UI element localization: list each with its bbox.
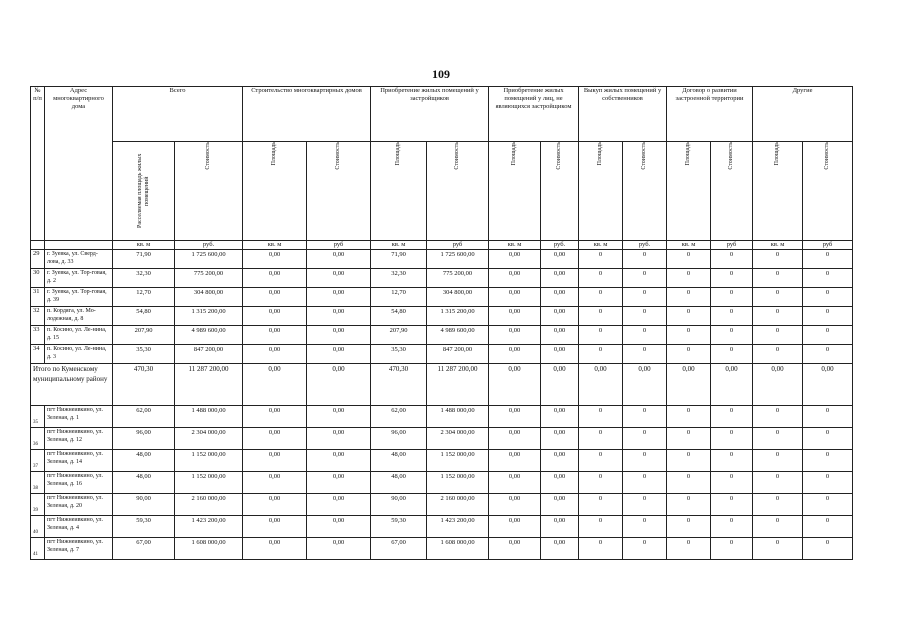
value-cell: 0 (753, 428, 803, 450)
value-cell: 12,70 (113, 288, 175, 307)
value-cell: 0 (667, 428, 711, 450)
value-cell: 1 152 000,00 (175, 450, 243, 472)
subcol-header: Площадь (579, 142, 623, 241)
row-number: 34 (31, 345, 45, 364)
value-cell: 304 800,00 (175, 288, 243, 307)
value-cell: 0,00 (243, 538, 307, 560)
value-cell: 1 152 000,00 (427, 472, 489, 494)
value-cell: 0,00 (307, 269, 371, 288)
housing-table (30, 86, 853, 560)
total-value-cell: 470,30 (113, 364, 175, 406)
value-cell: 0,00 (541, 406, 579, 428)
value-cell: 0,00 (243, 494, 307, 516)
header-group-purchase-others: Приобретение жилых помещений у лиц, не являющихся застройщиком (489, 87, 579, 142)
row-number: 32 (31, 307, 45, 326)
header-address: Адрес многоквартирного дома (45, 87, 113, 241)
value-cell: 0 (623, 538, 667, 560)
table-row (31, 428, 853, 450)
row-address: п. Косино, ул. Ле-нина, д. 15 (45, 326, 113, 345)
value-cell: 0 (667, 307, 711, 326)
value-cell: 59,30 (113, 516, 175, 538)
value-cell: 0 (579, 538, 623, 560)
value-cell: 0 (753, 345, 803, 364)
value-cell: 0 (667, 406, 711, 428)
value-cell: 0 (579, 472, 623, 494)
value-cell: 0 (753, 288, 803, 307)
header-group-development-contract: Договор о развитии застроенной территории (667, 87, 753, 142)
row-address: пгт Нижнеивкино, ул. Зеленая, д. 1 (45, 406, 113, 428)
header-group-purchase-developers: Приобретение жилых помещений у застройщиков (371, 87, 489, 142)
units-cell-empty (31, 241, 45, 250)
value-cell: 0 (667, 326, 711, 345)
value-cell: 0 (579, 269, 623, 288)
row-number: 37 (31, 450, 45, 472)
value-cell: 0 (711, 269, 753, 288)
row-number: 33 (31, 326, 45, 345)
row-number: 29 (31, 250, 45, 269)
row-address: пгт Нижнеивкино, ул. Зеленая, д. 16 (45, 472, 113, 494)
value-cell: 32,30 (113, 269, 175, 288)
value-cell: 0,00 (243, 450, 307, 472)
value-cell: 0,00 (489, 345, 541, 364)
value-cell: 0 (579, 250, 623, 269)
row-address: п. Косино, ул. Ле-нина, д. 3 (45, 345, 113, 364)
subcol-header: Стоимость (427, 142, 489, 241)
row-number: 38 (31, 472, 45, 494)
value-cell: 0,00 (489, 269, 541, 288)
value-cell: 0 (803, 472, 853, 494)
value-cell: 0,00 (243, 345, 307, 364)
value-cell: 0 (579, 450, 623, 472)
total-value-cell: 0,00 (541, 364, 579, 406)
value-cell: 0,00 (541, 494, 579, 516)
value-cell: 35,30 (113, 345, 175, 364)
row-address: г. Зуевка, ул. Тор-говая, д. 39 (45, 288, 113, 307)
value-cell: 0,00 (489, 428, 541, 450)
value-cell: 0 (579, 406, 623, 428)
unit-cell: руб. (175, 241, 243, 250)
value-cell: 0,00 (489, 326, 541, 345)
value-cell: 1 423 200,00 (175, 516, 243, 538)
value-cell: 0,00 (243, 472, 307, 494)
value-cell: 0,00 (489, 250, 541, 269)
value-cell: 0 (803, 516, 853, 538)
value-cell: 0 (579, 326, 623, 345)
value-cell: 90,00 (113, 494, 175, 516)
unit-cell: руб (803, 241, 853, 250)
header-group-other: Другие (753, 87, 853, 142)
subcol-header: Стоимость (307, 142, 371, 241)
total-value-cell: 0,00 (579, 364, 623, 406)
value-cell: 207,90 (113, 326, 175, 345)
value-cell: 0,00 (541, 269, 579, 288)
value-cell: 2 160 000,00 (427, 494, 489, 516)
value-cell: 1 152 000,00 (427, 450, 489, 472)
subcol-header: Площадь (489, 142, 541, 241)
value-cell: 0 (711, 307, 753, 326)
value-cell: 0 (711, 472, 753, 494)
unit-cell: кв. м (579, 241, 623, 250)
value-cell: 0,00 (489, 516, 541, 538)
value-cell: 0 (623, 516, 667, 538)
row-address: пгт Нижнеивкино, ул. Зеленая, д. 14 (45, 450, 113, 472)
value-cell: 0,00 (541, 450, 579, 472)
value-cell: 0 (711, 406, 753, 428)
total-value-cell: 0,00 (711, 364, 753, 406)
table-row (31, 472, 853, 494)
value-cell: 0,00 (541, 288, 579, 307)
value-cell: 775 200,00 (427, 269, 489, 288)
value-cell: 0,00 (307, 472, 371, 494)
table-row (31, 345, 853, 364)
row-number: 36 (31, 428, 45, 450)
units-row (31, 241, 853, 250)
value-cell: 0,00 (489, 538, 541, 560)
header-group-buyout: Выкуп жилых помещений у собственников (579, 87, 667, 142)
value-cell: 0 (803, 450, 853, 472)
subcol-header: Стоимость (803, 142, 853, 241)
value-cell: 0 (623, 450, 667, 472)
value-cell: 0 (711, 428, 753, 450)
table-row (31, 538, 853, 560)
table-row (31, 250, 853, 269)
value-cell: 0,00 (243, 269, 307, 288)
value-cell: 0,00 (541, 428, 579, 450)
value-cell: 0,00 (307, 250, 371, 269)
total-value-cell: 0,00 (803, 364, 853, 406)
value-cell: 0 (623, 345, 667, 364)
value-cell: 0,00 (307, 428, 371, 450)
value-cell: 62,00 (113, 406, 175, 428)
value-cell: 0 (579, 307, 623, 326)
value-cell: 0,00 (541, 307, 579, 326)
value-cell: 0 (667, 288, 711, 307)
value-cell: 847 200,00 (427, 345, 489, 364)
value-cell: 71,90 (113, 250, 175, 269)
table-row (31, 288, 853, 307)
total-row (31, 364, 853, 406)
value-cell: 207,90 (371, 326, 427, 345)
value-cell: 0,00 (541, 326, 579, 345)
value-cell: 1 488 000,00 (175, 406, 243, 428)
value-cell: 0 (753, 516, 803, 538)
value-cell: 0,00 (541, 345, 579, 364)
table-row (31, 307, 853, 326)
value-cell: 0,00 (243, 326, 307, 345)
page-number: 109 (432, 67, 450, 81)
value-cell: 0 (579, 516, 623, 538)
value-cell: 304 800,00 (427, 288, 489, 307)
value-cell: 0,00 (243, 516, 307, 538)
value-cell: 0,00 (307, 326, 371, 345)
value-cell: 0 (667, 516, 711, 538)
value-cell: 0,00 (307, 538, 371, 560)
value-cell: 0,00 (307, 494, 371, 516)
subcol-header: Площадь (371, 142, 427, 241)
value-cell: 775 200,00 (175, 269, 243, 288)
total-value-cell: 0,00 (753, 364, 803, 406)
value-cell: 0 (623, 307, 667, 326)
unit-cell: кв. м (243, 241, 307, 250)
value-cell: 1 608 000,00 (175, 538, 243, 560)
value-cell: 0,00 (541, 538, 579, 560)
value-cell: 0 (667, 472, 711, 494)
value-cell: 847 200,00 (175, 345, 243, 364)
value-cell: 0 (753, 326, 803, 345)
header-no: № п/п (31, 87, 45, 241)
row-number: 35 (31, 406, 45, 428)
value-cell: 0 (579, 345, 623, 364)
value-cell: 48,00 (371, 450, 427, 472)
row-address: пгт Нижнеивкино, ул. Зеленая, д. 20 (45, 494, 113, 516)
value-cell: 0 (623, 428, 667, 450)
value-cell: 90,00 (371, 494, 427, 516)
value-cell: 96,00 (113, 428, 175, 450)
value-cell: 32,30 (371, 269, 427, 288)
value-cell: 54,80 (371, 307, 427, 326)
unit-cell: руб. (623, 241, 667, 250)
total-value-cell: 0,00 (307, 364, 371, 406)
value-cell: 0 (711, 538, 753, 560)
header-group-construction: Строительство многоквартирных домов (243, 87, 371, 142)
value-cell: 0,00 (307, 345, 371, 364)
value-cell: 59,30 (371, 516, 427, 538)
header-group-row (31, 87, 853, 142)
subcol-header: Стоимость (541, 142, 579, 241)
value-cell: 0 (753, 450, 803, 472)
value-cell: 4 989 600,00 (175, 326, 243, 345)
value-cell: 0 (803, 307, 853, 326)
value-cell: 0,00 (489, 450, 541, 472)
value-cell: 0,00 (489, 494, 541, 516)
subcol-header: Площадь (667, 142, 711, 241)
row-number: 31 (31, 288, 45, 307)
value-cell: 1 608 000,00 (427, 538, 489, 560)
value-cell: 0,00 (243, 406, 307, 428)
table-row (31, 406, 853, 428)
value-cell: 0 (803, 326, 853, 345)
value-cell: 0 (753, 472, 803, 494)
value-cell: 67,00 (371, 538, 427, 560)
value-cell: 0 (623, 269, 667, 288)
value-cell: 1 725 600,00 (175, 250, 243, 269)
value-cell: 0 (579, 288, 623, 307)
row-number: 40 (31, 516, 45, 538)
value-cell: 0 (803, 345, 853, 364)
header-subcolumn-row (31, 142, 853, 241)
table-row (31, 516, 853, 538)
value-cell: 0 (711, 326, 753, 345)
table-row (31, 326, 853, 345)
value-cell: 0,00 (307, 307, 371, 326)
value-cell: 0 (667, 345, 711, 364)
value-cell: 0,00 (541, 516, 579, 538)
value-cell: 0 (753, 406, 803, 428)
total-value-cell: 11 287 200,00 (427, 364, 489, 406)
value-cell: 1 315 200,00 (175, 307, 243, 326)
row-address: г. Зуевка, ул. Сверд-лова, д. 33 (45, 250, 113, 269)
unit-cell: руб. (541, 241, 579, 250)
subcol-header: Стоимость (711, 142, 753, 241)
subcol-header: Площадь (243, 142, 307, 241)
value-cell: 0 (711, 516, 753, 538)
value-cell: 0,00 (307, 288, 371, 307)
unit-cell: руб (427, 241, 489, 250)
value-cell: 0,00 (541, 472, 579, 494)
row-address: п. Кордяга, ул. Мо-лодежная, д. 8 (45, 307, 113, 326)
subcol-header: Стоимость (175, 142, 243, 241)
total-value-cell: 0,00 (489, 364, 541, 406)
row-address: г. Зуевка, ул. Тор-говая, д. 2 (45, 269, 113, 288)
row-address: пгт Нижнеивкино, ул. Зеленая, д. 4 (45, 516, 113, 538)
total-value-cell: 0,00 (243, 364, 307, 406)
value-cell: 0 (803, 250, 853, 269)
row-address: пгт Нижнеивкино, ул. Зеленая, д. 7 (45, 538, 113, 560)
value-cell: 0,00 (243, 250, 307, 269)
value-cell: 35,30 (371, 345, 427, 364)
value-cell: 1 725 600,00 (427, 250, 489, 269)
value-cell: 0,00 (307, 406, 371, 428)
value-cell: 48,00 (371, 472, 427, 494)
unit-cell: руб (711, 241, 753, 250)
unit-cell: кв. м (489, 241, 541, 250)
value-cell: 96,00 (371, 428, 427, 450)
value-cell: 0 (711, 345, 753, 364)
value-cell: 0,00 (489, 472, 541, 494)
subcol-header: Расселяемая площадь жилых помещений (113, 142, 175, 241)
total-value-cell: 11 287 200,00 (175, 364, 243, 406)
unit-cell: кв. м (371, 241, 427, 250)
value-cell: 1 423 200,00 (427, 516, 489, 538)
value-cell: 0 (623, 326, 667, 345)
value-cell: 0 (753, 538, 803, 560)
value-cell: 0 (711, 288, 753, 307)
value-cell: 0 (711, 250, 753, 269)
table-row (31, 450, 853, 472)
value-cell: 0 (667, 494, 711, 516)
table-row (31, 269, 853, 288)
value-cell: 0,00 (243, 288, 307, 307)
value-cell: 2 160 000,00 (175, 494, 243, 516)
value-cell: 0 (753, 269, 803, 288)
total-value-cell: 470,30 (371, 364, 427, 406)
value-cell: 0 (803, 538, 853, 560)
value-cell: 0 (711, 494, 753, 516)
value-cell: 0,00 (307, 450, 371, 472)
value-cell: 0,00 (243, 307, 307, 326)
subcol-header: Площадь (753, 142, 803, 241)
value-cell: 0,00 (489, 288, 541, 307)
value-cell: 0 (579, 494, 623, 516)
value-cell: 0,00 (489, 307, 541, 326)
header-group-total: Всего (113, 87, 243, 142)
row-number: 41 (31, 538, 45, 560)
value-cell: 2 304 000,00 (427, 428, 489, 450)
value-cell: 0 (623, 494, 667, 516)
value-cell: 0 (623, 288, 667, 307)
unit-cell: кв. м (667, 241, 711, 250)
value-cell: 0 (623, 472, 667, 494)
value-cell: 0 (667, 450, 711, 472)
value-cell: 0 (803, 428, 853, 450)
value-cell: 54,80 (113, 307, 175, 326)
units-cell-empty (45, 241, 113, 250)
value-cell: 0,00 (243, 428, 307, 450)
value-cell: 0 (667, 538, 711, 560)
value-cell: 1 488 000,00 (427, 406, 489, 428)
table-row (31, 494, 853, 516)
value-cell: 0 (803, 406, 853, 428)
value-cell: 0 (667, 269, 711, 288)
value-cell: 67,00 (113, 538, 175, 560)
total-value-cell: 0,00 (623, 364, 667, 406)
table-body (31, 250, 853, 560)
value-cell: 48,00 (113, 450, 175, 472)
value-cell: 2 304 000,00 (175, 428, 243, 450)
value-cell: 71,90 (371, 250, 427, 269)
value-cell: 0 (667, 250, 711, 269)
value-cell: 12,70 (371, 288, 427, 307)
value-cell: 0 (753, 250, 803, 269)
value-cell: 62,00 (371, 406, 427, 428)
unit-cell: руб (307, 241, 371, 250)
value-cell: 0 (803, 494, 853, 516)
value-cell: 1 152 000,00 (175, 472, 243, 494)
value-cell: 48,00 (113, 472, 175, 494)
row-number: 30 (31, 269, 45, 288)
value-cell: 0 (623, 250, 667, 269)
value-cell: 0,00 (489, 406, 541, 428)
row-address: пгт Нижнеивкино, ул. Зеленая, д. 12 (45, 428, 113, 450)
value-cell: 0 (753, 307, 803, 326)
value-cell: 0 (623, 406, 667, 428)
value-cell: 1 315 200,00 (427, 307, 489, 326)
value-cell: 0,00 (307, 516, 371, 538)
subcol-header: Стоимость (623, 142, 667, 241)
unit-cell: кв. м (753, 241, 803, 250)
value-cell: 0 (803, 288, 853, 307)
total-value-cell: 0,00 (667, 364, 711, 406)
value-cell: 0 (753, 494, 803, 516)
value-cell: 0 (579, 428, 623, 450)
value-cell: 0 (803, 269, 853, 288)
value-cell: 0 (711, 450, 753, 472)
value-cell: 4 989 600,00 (427, 326, 489, 345)
value-cell: 0,00 (541, 250, 579, 269)
total-label: Итого по Куменскому муниципальному району (31, 364, 113, 406)
unit-cell: кв. м (113, 241, 175, 250)
row-number: 39 (31, 494, 45, 516)
